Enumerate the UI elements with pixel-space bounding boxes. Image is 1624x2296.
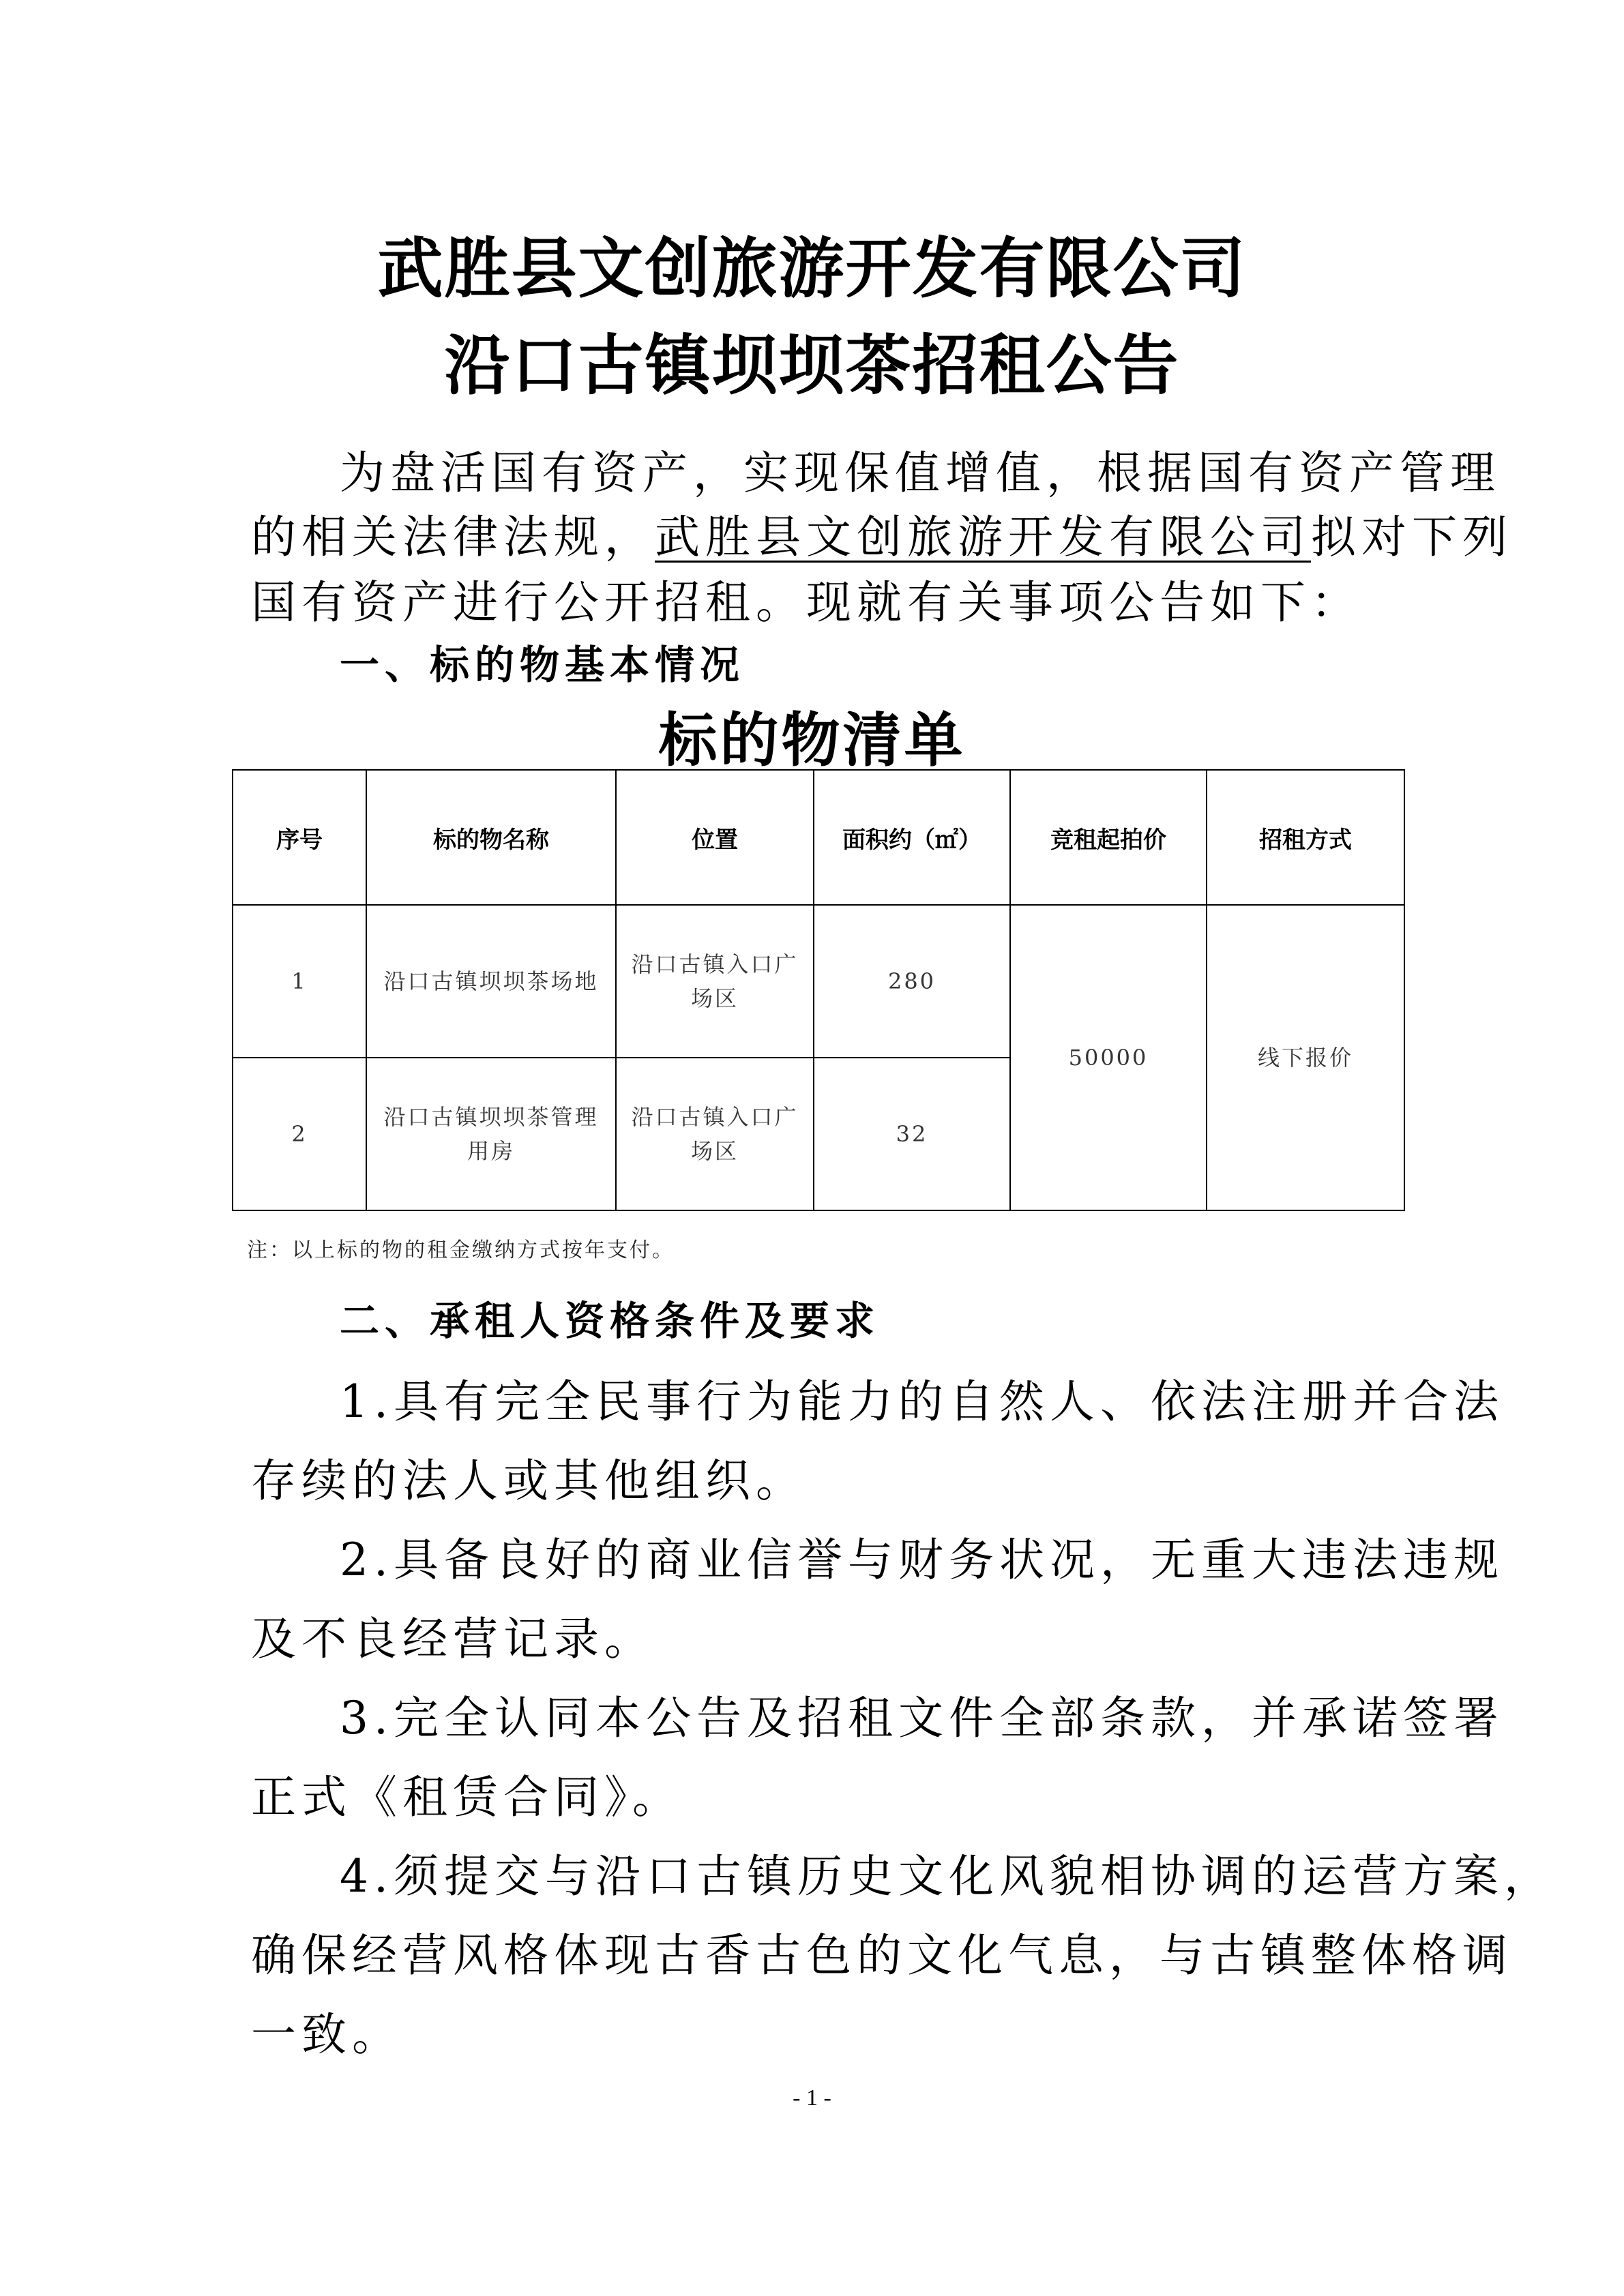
requirement2-line1: 2.具备良好的商业信誉与财务状况，无重大违法违规 <box>340 1534 1504 1586</box>
intro-line2-prefix: 的相关法律法规， <box>251 511 655 563</box>
cell-area: 280 <box>814 905 1010 1058</box>
document-title-line1: 武胜县文创旅游开发有限公司 <box>377 230 1247 307</box>
table-note: 注：以上标的物的租金缴纳方式按年支付。 <box>247 1238 675 1262</box>
header-area: 面积约（㎡） <box>814 770 1010 905</box>
table-title: 标的物清单 <box>658 706 966 775</box>
header-location: 位置 <box>616 770 814 905</box>
cell-location: 沿口古镇入口广场区 <box>616 1058 814 1210</box>
requirement2-line2: 及不良经营记录。 <box>251 1613 655 1665</box>
header-method: 招租方式 <box>1207 770 1404 905</box>
header-start-price: 竞租起拍价 <box>1010 770 1207 905</box>
cell-name: 沿口古镇坝坝茶场地 <box>366 905 616 1058</box>
requirement4-line3: 一致。 <box>251 2008 402 2061</box>
requirement4-line2: 确保经营风格体现古香古色的文化气息，与古镇整体格调 <box>251 1929 1513 1982</box>
cell-location: 沿口古镇入口广场区 <box>616 905 814 1058</box>
requirement3-line1: 3.完全认同本公告及招租文件全部条款，并承诺签署 <box>340 1692 1504 1744</box>
cell-area: 32 <box>814 1058 1010 1210</box>
cell-no: 2 <box>233 1058 366 1210</box>
table-row <box>233 905 1404 1058</box>
cell-name: 沿口古镇坝坝茶管理用房 <box>366 1058 616 1210</box>
intro-line2 <box>251 501 1513 565</box>
section1-heading: 一、标的物基本情况 <box>340 642 745 688</box>
requirement1-line2: 存续的法人或其他组织。 <box>251 1455 806 1507</box>
company-name-underlined: 武胜县文创旅游开发有限公司 <box>655 511 1311 563</box>
cell-start-price: 50000 <box>1010 905 1207 1210</box>
intro-line3: 国有资产进行公开招租。现就有关事项公告如下： <box>251 576 1361 629</box>
requirement4-line1: 4.须提交与沿口古镇历史文化风貌相协调的运营方案， <box>340 1850 1554 1903</box>
requirement1-line1: 1.具有完全民事行为能力的自然人、依法注册并合法 <box>340 1375 1504 1428</box>
cell-no: 1 <box>233 905 366 1058</box>
document-title-line2: 沿口古镇坝坝茶招租公告 <box>444 327 1180 404</box>
page-number: - 1 - <box>793 2085 831 2111</box>
intro-line1: 为盘活国有资产，实现保值增值，根据国有资产管理 <box>340 447 1501 499</box>
intro-line2-suffix: 拟对下列 <box>1311 511 1513 563</box>
table-header-row <box>233 770 1404 905</box>
cell-method: 线下报价 <box>1207 905 1404 1210</box>
header-name: 标的物名称 <box>366 770 616 905</box>
asset-table <box>232 769 1405 1211</box>
requirement3-line2: 正式《租赁合同》。 <box>251 1771 683 1823</box>
section2-heading: 二、承租人资格条件及要求 <box>340 1298 881 1344</box>
header-no: 序号 <box>233 770 366 905</box>
